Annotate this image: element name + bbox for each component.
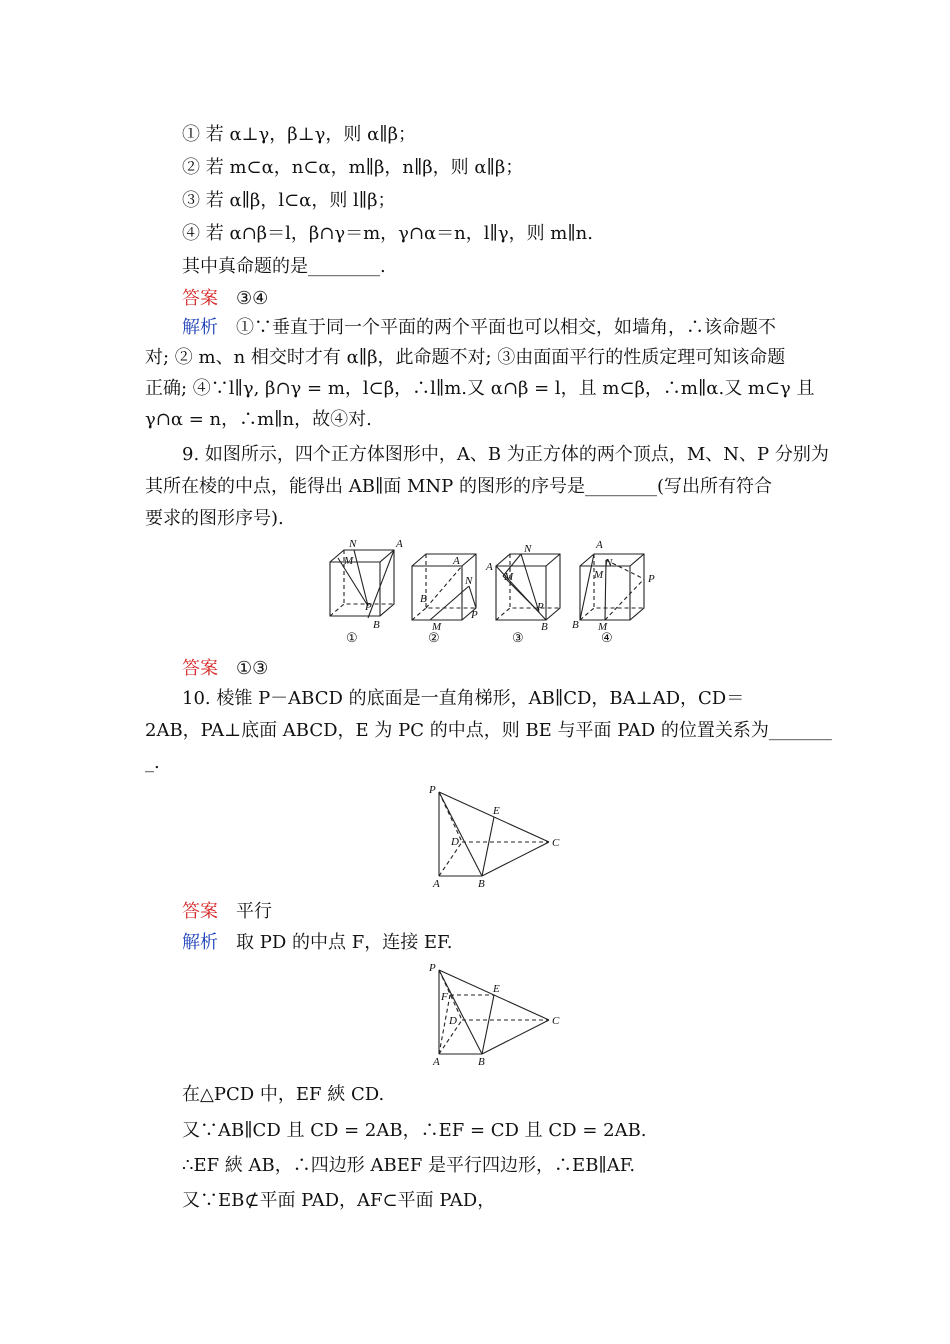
svg-text:M: M — [432, 621, 442, 633]
svg-text:E: E — [493, 805, 500, 817]
explanation-text: 取 PD 的中点 F，连接 EF. — [236, 932, 453, 953]
svg-text:②: ② — [428, 630, 440, 645]
svg-text:F: F — [441, 991, 448, 1003]
svg-text:P: P — [648, 573, 655, 585]
svg-text:N: N — [465, 575, 473, 587]
svg-text:A: A — [433, 1056, 440, 1068]
cube-1 — [330, 538, 403, 645]
answer-value: ①③ — [236, 658, 269, 679]
svg-text:①: ① — [346, 630, 358, 645]
question-10-line3: _. — [145, 752, 160, 773]
svg-text:A: A — [486, 561, 493, 573]
svg-text:B: B — [478, 878, 485, 890]
svg-text:A: A — [596, 539, 603, 551]
question-prompt: 其中真命题的是________. — [182, 256, 386, 277]
cube-3 — [485, 543, 560, 645]
svg-text:N: N — [605, 557, 613, 569]
svg-text:M: M — [344, 555, 354, 567]
answer-8 — [182, 287, 268, 311]
question-9-line3: 要求的图形序号). — [145, 508, 284, 529]
svg-text:P: P — [537, 601, 544, 613]
answer-9 — [182, 657, 268, 681]
svg-text:M: M — [598, 621, 608, 633]
cube-2 — [412, 554, 478, 645]
explanation-8-line4: γ∩α = n，∴m∥n，故④对. — [145, 409, 372, 430]
answer-label: 答案 — [182, 658, 218, 679]
svg-text:P: P — [365, 601, 372, 613]
svg-text:③: ③ — [512, 630, 524, 645]
svg-text:A: A — [453, 555, 460, 567]
question-9-line2: 其所在棱的中点，能得出 AB∥面 MNP 的图形的序号是________(写出所有符合 — [145, 476, 773, 497]
proposition-4: ④ 若 α∩β＝l，β∩γ＝m，γ∩α＝n，l∥γ，则 m∥n. — [182, 223, 593, 244]
svg-text:A: A — [433, 878, 440, 890]
answer-value: ③④ — [236, 288, 269, 309]
explanation-label: 解析 — [182, 932, 218, 953]
svg-text:B: B — [541, 621, 548, 633]
svg-text:B: B — [478, 1056, 485, 1068]
question-10-line1: 10. 棱锥 P－ABCD 的底面是一直角梯形，AB∥CD，BA⊥AD，CD＝ — [182, 688, 745, 709]
question-10-line2: 2AB，PA⊥底面 ABCD，E 为 PC 的中点，则 BE 与平面 PAD 的位置关系为_______ — [145, 720, 832, 741]
svg-text:P: P — [471, 609, 478, 621]
explanation-label: 解析 — [182, 317, 218, 338]
svg-text:B: B — [420, 593, 427, 605]
solution-step-2: 又∵AB∥CD 且 CD = 2AB，∴EF = CD 且 CD = 2AB. — [182, 1120, 647, 1141]
answer-10 — [182, 900, 272, 924]
svg-text:E: E — [493, 983, 500, 995]
explanation-8-line2: 对; ② m、n 相交时才有 α∥β，此命题不对; ③由面面平行的性质定理可知该命题 — [145, 347, 786, 368]
svg-text:N: N — [349, 538, 357, 550]
proposition-2: ② 若 m⊂α，n⊂α，m∥β，n∥β，则 α∥β； — [182, 157, 524, 178]
answer-value: 平行 — [236, 901, 272, 922]
svg-text:P: P — [429, 784, 436, 796]
explanation-text: ①∵垂直于同一个平面的两个平面也可以相交，如墙角，∴该命题不 — [236, 317, 776, 338]
answer-label: 答案 — [182, 288, 218, 309]
svg-text:D: D — [451, 836, 459, 848]
svg-text:B: B — [373, 619, 380, 631]
proposition-3: ③ 若 α∥β，l⊂α，则 l∥β； — [182, 190, 396, 211]
svg-text:C: C — [552, 1015, 560, 1027]
explanation-8-line3: 正确; ④∵l∥γ, β∩γ = m，l⊂β，∴l∥m.又 α∩β = l，且 m⊂β，∴m∥α.又 m⊂γ 且 — [145, 378, 815, 399]
svg-text:M: M — [594, 569, 604, 581]
svg-text:A: A — [396, 538, 403, 550]
pyramid-figure-with-midpoint — [425, 962, 565, 1070]
svg-text:P: P — [429, 962, 436, 974]
answer-label: 答案 — [182, 901, 218, 922]
solution-step-4: 又∵EB⊄平面 PAD，AF⊂平面 PAD， — [182, 1190, 496, 1211]
solution-step-3: ∴EF 綊 AB，∴四边形 ABEF 是平行四边形，∴EB∥AF. — [182, 1155, 636, 1176]
svg-text:M: M — [504, 571, 514, 583]
question-9-line1: 9. 如图所示，四个正方体图形中，A、B 为正方体的两个顶点，M、N、P 分别为 — [182, 444, 829, 465]
cube-4 — [572, 539, 655, 645]
svg-text:④: ④ — [601, 630, 613, 645]
explanation-10 — [182, 931, 452, 955]
pyramid-figure — [425, 784, 565, 892]
cubes-figure — [318, 536, 668, 650]
explanation-8-line1 — [182, 316, 776, 340]
svg-text:C: C — [552, 837, 560, 849]
proposition-1: ① 若 α⊥γ，β⊥γ，则 α∥β； — [182, 124, 416, 145]
svg-text:D: D — [449, 1015, 457, 1027]
solution-step-1: 在△PCD 中，EF 綊 CD. — [182, 1084, 385, 1105]
svg-text:B: B — [572, 619, 579, 631]
svg-text:N: N — [524, 543, 532, 555]
